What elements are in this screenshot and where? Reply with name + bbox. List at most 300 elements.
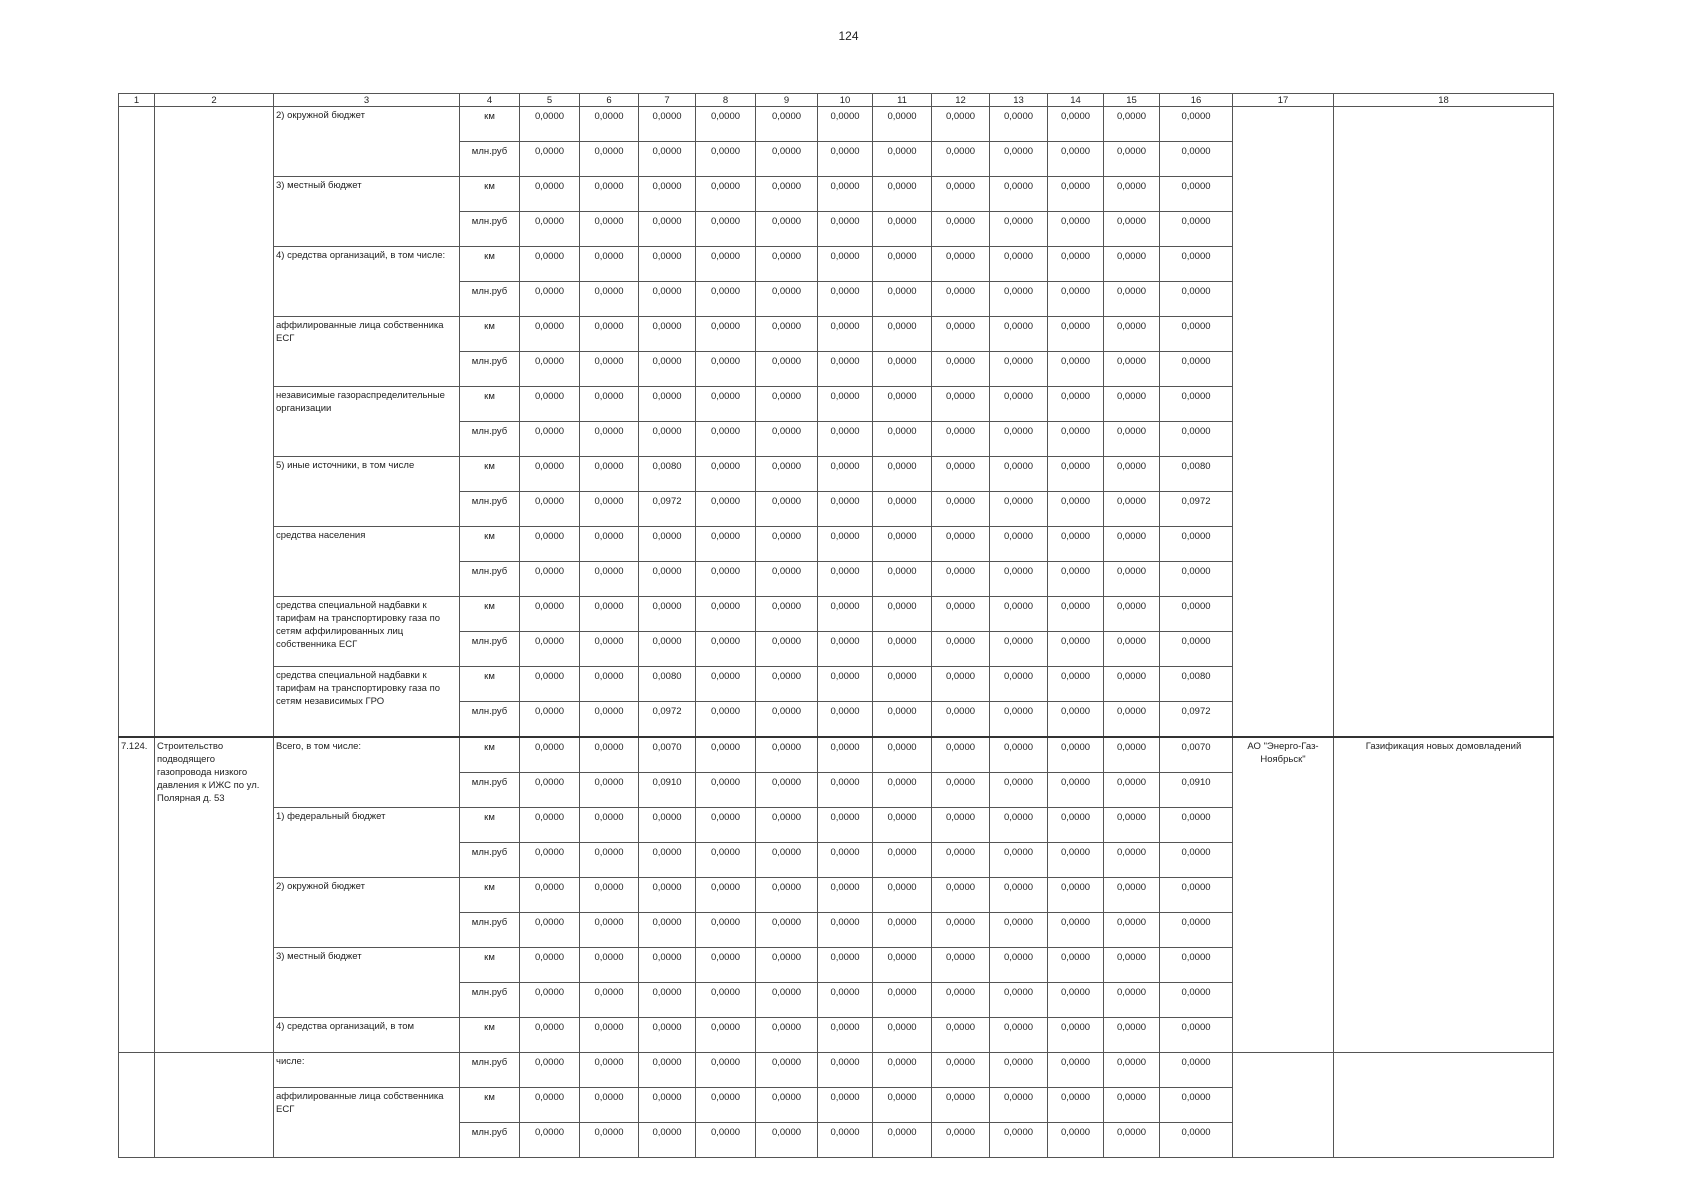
value-cell: 0,0000 xyxy=(756,1088,818,1123)
unit-cell: млн.руб xyxy=(460,212,520,247)
value-cell: 0,0000 xyxy=(1048,1123,1104,1158)
value-cell: 0,0000 xyxy=(932,142,990,177)
value-cell: 0,0000 xyxy=(756,247,818,282)
value-cell: 0,0000 xyxy=(932,913,990,948)
column-header-12: 12 xyxy=(932,94,990,107)
value-cell: 0,0000 xyxy=(756,948,818,983)
value-cell: 0,0000 xyxy=(990,773,1048,808)
value-cell: 0,0000 xyxy=(818,913,873,948)
value-cell: 0,0000 xyxy=(756,1053,818,1088)
value-cell: 0,0080 xyxy=(1160,667,1233,702)
value-cell: 0,0000 xyxy=(1160,317,1233,352)
organization-cell xyxy=(1233,107,1334,738)
item-number: 7.124. xyxy=(119,737,155,1053)
value-cell: 0,0000 xyxy=(1048,492,1104,527)
value-cell: 0,0000 xyxy=(639,107,696,142)
value-cell: 0,0000 xyxy=(696,1123,756,1158)
value-cell: 0,0000 xyxy=(932,1018,990,1053)
value-cell: 0,0000 xyxy=(756,737,818,773)
funding-source-label: 4) средства организаций, в том числе: xyxy=(274,247,460,317)
unit-cell: км xyxy=(460,667,520,702)
value-cell: 0,0000 xyxy=(990,282,1048,317)
value-cell: 0,0000 xyxy=(818,142,873,177)
value-cell: 0,0000 xyxy=(756,983,818,1018)
value-cell: 0,0000 xyxy=(990,1088,1048,1123)
value-cell: 0,0000 xyxy=(1048,808,1104,843)
value-cell: 0,0000 xyxy=(580,878,639,913)
value-cell: 0,0000 xyxy=(639,948,696,983)
value-cell: 0,0000 xyxy=(932,632,990,667)
value-cell: 0,0000 xyxy=(1160,1123,1233,1158)
value-cell: 0,0000 xyxy=(756,913,818,948)
value-cell: 0,0000 xyxy=(696,1018,756,1053)
column-header-17: 17 xyxy=(1233,94,1334,107)
value-cell: 0,0000 xyxy=(639,247,696,282)
value-cell: 0,0000 xyxy=(1048,282,1104,317)
value-cell: 0,0000 xyxy=(520,597,580,632)
value-cell: 0,0000 xyxy=(932,457,990,492)
value-cell: 0,0000 xyxy=(520,702,580,738)
column-header-14: 14 xyxy=(1048,94,1104,107)
value-cell: 0,0000 xyxy=(818,1123,873,1158)
value-cell: 0,0000 xyxy=(756,457,818,492)
funding-source-label: независимые газораспределительные организации xyxy=(274,387,460,457)
value-cell: 0,0000 xyxy=(932,983,990,1018)
unit-cell: км xyxy=(460,737,520,773)
value-cell: 0,0000 xyxy=(1104,1018,1160,1053)
value-cell: 0,0000 xyxy=(932,212,990,247)
value-cell: 0,0000 xyxy=(696,527,756,562)
value-cell: 0,0080 xyxy=(639,457,696,492)
value-cell: 0,0000 xyxy=(520,492,580,527)
value-cell: 0,0000 xyxy=(639,142,696,177)
value-cell: 0,0000 xyxy=(818,212,873,247)
unit-cell: млн.руб xyxy=(460,562,520,597)
value-cell: 0,0000 xyxy=(990,422,1048,457)
page-number: 124 xyxy=(838,29,859,43)
value-cell: 0,0000 xyxy=(580,212,639,247)
value-cell: 0,0000 xyxy=(873,632,932,667)
value-cell: 0,0000 xyxy=(580,808,639,843)
value-cell: 0,0000 xyxy=(873,212,932,247)
value-cell: 0,0000 xyxy=(1104,142,1160,177)
value-cell: 0,0000 xyxy=(873,737,932,773)
value-cell: 0,0000 xyxy=(873,983,932,1018)
value-cell: 0,0000 xyxy=(818,562,873,597)
value-cell: 0,0000 xyxy=(1104,808,1160,843)
value-cell: 0,0000 xyxy=(580,632,639,667)
value-cell: 0,0000 xyxy=(639,352,696,387)
value-cell: 0,0000 xyxy=(756,177,818,212)
value-cell: 0,0000 xyxy=(580,597,639,632)
table-row xyxy=(119,737,1554,773)
value-cell: 0,0000 xyxy=(932,247,990,282)
value-cell: 0,0000 xyxy=(873,1088,932,1123)
value-cell: 0,0000 xyxy=(873,247,932,282)
value-cell: 0,0000 xyxy=(580,843,639,878)
value-cell: 0,0000 xyxy=(932,1088,990,1123)
funding-source-label: 1) федеральный бюджет xyxy=(274,808,460,878)
value-cell: 0,0000 xyxy=(756,632,818,667)
value-cell: 0,0000 xyxy=(873,457,932,492)
value-cell: 0,0000 xyxy=(639,422,696,457)
value-cell: 0,0000 xyxy=(696,282,756,317)
value-cell: 0,0000 xyxy=(639,878,696,913)
value-cell: 0,0000 xyxy=(1048,422,1104,457)
column-header-18: 18 xyxy=(1334,94,1554,107)
funding-source-label: аффилированные лица собственника ЕСГ xyxy=(274,1088,460,1158)
value-cell: 0,0000 xyxy=(873,878,932,913)
unit-cell: млн.руб xyxy=(460,422,520,457)
value-cell: 0,0000 xyxy=(1048,878,1104,913)
value-cell: 0,0000 xyxy=(818,773,873,808)
unit-cell: км xyxy=(460,1088,520,1123)
value-cell: 0,0000 xyxy=(818,282,873,317)
value-cell: 0,0000 xyxy=(873,597,932,632)
value-cell: 0,0000 xyxy=(1048,1088,1104,1123)
column-header-16: 16 xyxy=(1160,94,1233,107)
value-cell: 0,0000 xyxy=(1048,177,1104,212)
value-cell: 0,0000 xyxy=(1048,107,1104,142)
item-name xyxy=(155,107,274,738)
value-cell: 0,0000 xyxy=(990,983,1048,1018)
value-cell: 0,0000 xyxy=(1104,492,1160,527)
value-cell: 0,0972 xyxy=(1160,492,1233,527)
value-cell: 0,0000 xyxy=(520,457,580,492)
value-cell: 0,0000 xyxy=(932,702,990,738)
value-cell: 0,0000 xyxy=(1104,457,1160,492)
funding-source-label: 3) местный бюджет xyxy=(274,948,460,1018)
value-cell: 0,0000 xyxy=(1048,843,1104,878)
value-cell: 0,0000 xyxy=(639,527,696,562)
value-cell: 0,0000 xyxy=(932,352,990,387)
funding-source-label: средства специальной надбавки к тарифам на транспортировку газа по сетям аффилированных лиц собственника ЕСГ xyxy=(274,597,460,667)
value-cell: 0,0000 xyxy=(580,457,639,492)
column-header-7: 7 xyxy=(639,94,696,107)
value-cell: 0,0000 xyxy=(990,562,1048,597)
value-cell: 0,0000 xyxy=(932,422,990,457)
organization-cell: АО "Энерго-Газ-Ноябрьск" xyxy=(1233,737,1334,1053)
purpose-cell xyxy=(1334,107,1554,738)
value-cell: 0,0000 xyxy=(520,983,580,1018)
value-cell: 0,0000 xyxy=(1048,737,1104,773)
value-cell: 0,0000 xyxy=(932,562,990,597)
value-cell: 0,0000 xyxy=(639,562,696,597)
unit-cell: км xyxy=(460,177,520,212)
value-cell: 0,0000 xyxy=(1160,983,1233,1018)
value-cell: 0,0000 xyxy=(1048,948,1104,983)
value-cell: 0,0000 xyxy=(520,667,580,702)
organization-cell xyxy=(1233,1053,1334,1158)
value-cell: 0,0000 xyxy=(1048,387,1104,422)
value-cell: 0,0000 xyxy=(639,1018,696,1053)
value-cell: 0,0000 xyxy=(1048,1018,1104,1053)
value-cell: 0,0000 xyxy=(1048,527,1104,562)
value-cell: 0,0000 xyxy=(1104,948,1160,983)
value-cell: 0,0000 xyxy=(696,492,756,527)
value-cell: 0,0000 xyxy=(932,317,990,352)
value-cell: 0,0000 xyxy=(520,913,580,948)
value-cell: 0,0000 xyxy=(1104,247,1160,282)
item-name: Строительство подводящего газопровода низкого давления к ИЖС по ул. Полярная д. 53 xyxy=(155,737,274,1053)
value-cell: 0,0000 xyxy=(696,983,756,1018)
value-cell: 0,0000 xyxy=(1048,352,1104,387)
unit-cell: млн.руб xyxy=(460,913,520,948)
funding-source-label: аффилированные лица собственника ЕСГ xyxy=(274,317,460,387)
value-cell: 0,0000 xyxy=(696,387,756,422)
purpose-cell: Газификация новых домовладений xyxy=(1334,737,1554,1053)
unit-cell: млн.руб xyxy=(460,1123,520,1158)
funding-source-label: 4) средства организаций, в том xyxy=(274,1018,460,1053)
value-cell: 0,0000 xyxy=(1160,212,1233,247)
value-cell: 0,0080 xyxy=(639,667,696,702)
value-cell: 0,0000 xyxy=(756,422,818,457)
value-cell: 0,0000 xyxy=(696,667,756,702)
value-cell: 0,0000 xyxy=(1048,667,1104,702)
value-cell: 0,0000 xyxy=(1160,282,1233,317)
value-cell: 0,0000 xyxy=(818,457,873,492)
value-cell: 0,0000 xyxy=(1104,422,1160,457)
column-header-1: 1 xyxy=(119,94,155,107)
value-cell: 0,0000 xyxy=(580,948,639,983)
value-cell: 0,0000 xyxy=(696,422,756,457)
value-cell: 0,0000 xyxy=(873,317,932,352)
investment-table xyxy=(118,93,1554,1158)
value-cell: 0,0000 xyxy=(1104,843,1160,878)
funding-source-label: средства специальной надбавки к тарифам на транспортировку газа по сетям независимых ГРО xyxy=(274,667,460,738)
value-cell: 0,0000 xyxy=(1048,562,1104,597)
value-cell: 0,0000 xyxy=(756,1123,818,1158)
value-cell: 0,0000 xyxy=(1104,737,1160,773)
value-cell: 0,0000 xyxy=(818,737,873,773)
unit-cell: км xyxy=(460,948,520,983)
unit-cell: млн.руб xyxy=(460,983,520,1018)
value-cell: 0,0000 xyxy=(818,527,873,562)
value-cell: 0,0000 xyxy=(520,1088,580,1123)
value-cell: 0,0000 xyxy=(1160,878,1233,913)
value-cell: 0,0000 xyxy=(1104,632,1160,667)
value-cell: 0,0000 xyxy=(756,142,818,177)
value-cell: 0,0000 xyxy=(580,1018,639,1053)
value-cell: 0,0000 xyxy=(696,913,756,948)
value-cell: 0,0000 xyxy=(520,1053,580,1088)
value-cell: 0,0000 xyxy=(639,1123,696,1158)
value-cell: 0,0000 xyxy=(696,177,756,212)
value-cell: 0,0000 xyxy=(873,843,932,878)
value-cell: 0,0000 xyxy=(873,282,932,317)
value-cell: 0,0000 xyxy=(639,843,696,878)
value-cell: 0,0000 xyxy=(818,597,873,632)
unit-cell: км xyxy=(460,878,520,913)
value-cell: 0,0000 xyxy=(639,597,696,632)
value-cell: 0,0000 xyxy=(1104,1053,1160,1088)
value-cell: 0,0000 xyxy=(580,317,639,352)
value-cell: 0,0000 xyxy=(580,282,639,317)
value-cell: 0,0000 xyxy=(1104,597,1160,632)
value-cell: 0,0000 xyxy=(696,878,756,913)
value-cell: 0,0000 xyxy=(639,387,696,422)
value-cell: 0,0000 xyxy=(580,983,639,1018)
value-cell: 0,0000 xyxy=(1160,632,1233,667)
value-cell: 0,0000 xyxy=(756,352,818,387)
value-cell: 0,0000 xyxy=(1160,1053,1233,1088)
funding-source-label: 2) окружной бюджет xyxy=(274,107,460,177)
value-cell: 0,0000 xyxy=(520,352,580,387)
value-cell: 0,0000 xyxy=(873,1053,932,1088)
value-cell: 0,0000 xyxy=(990,808,1048,843)
value-cell: 0,0000 xyxy=(756,527,818,562)
value-cell: 0,0000 xyxy=(990,702,1048,738)
value-cell: 0,0000 xyxy=(756,597,818,632)
value-cell: 0,0000 xyxy=(580,1088,639,1123)
value-cell: 0,0000 xyxy=(580,1053,639,1088)
value-cell: 0,0000 xyxy=(639,808,696,843)
value-cell: 0,0000 xyxy=(932,177,990,212)
value-cell: 0,0000 xyxy=(696,773,756,808)
value-cell: 0,0000 xyxy=(932,737,990,773)
value-cell: 0,0070 xyxy=(1160,737,1233,773)
value-cell: 0,0000 xyxy=(756,702,818,738)
value-cell: 0,0000 xyxy=(520,142,580,177)
value-cell: 0,0000 xyxy=(696,212,756,247)
value-cell: 0,0000 xyxy=(696,352,756,387)
column-header-9: 9 xyxy=(756,94,818,107)
value-cell: 0,0910 xyxy=(1160,773,1233,808)
value-cell: 0,0000 xyxy=(520,773,580,808)
value-cell: 0,0000 xyxy=(873,527,932,562)
value-cell: 0,0000 xyxy=(990,142,1048,177)
unit-cell: млн.руб xyxy=(460,142,520,177)
value-cell: 0,0000 xyxy=(639,1053,696,1088)
value-cell: 0,0000 xyxy=(1160,247,1233,282)
value-cell: 0,0000 xyxy=(873,913,932,948)
value-cell: 0,0000 xyxy=(932,948,990,983)
value-cell: 0,0000 xyxy=(1104,983,1160,1018)
value-cell: 0,0000 xyxy=(520,562,580,597)
value-cell: 0,0000 xyxy=(1104,878,1160,913)
value-cell: 0,0000 xyxy=(1048,142,1104,177)
value-cell: 0,0000 xyxy=(1104,913,1160,948)
value-cell: 0,0000 xyxy=(580,142,639,177)
value-cell: 0,0000 xyxy=(580,527,639,562)
value-cell: 0,0000 xyxy=(818,1053,873,1088)
item-number xyxy=(119,1053,155,1158)
unit-cell: млн.руб xyxy=(460,352,520,387)
value-cell: 0,0000 xyxy=(580,107,639,142)
value-cell: 0,0000 xyxy=(520,948,580,983)
value-cell: 0,0000 xyxy=(1104,1088,1160,1123)
value-cell: 0,0000 xyxy=(932,1123,990,1158)
value-cell: 0,0000 xyxy=(1048,247,1104,282)
value-cell: 0,0000 xyxy=(639,317,696,352)
value-cell: 0,0000 xyxy=(818,247,873,282)
value-cell: 0,0000 xyxy=(1104,527,1160,562)
value-cell: 0,0000 xyxy=(756,843,818,878)
value-cell: 0,0000 xyxy=(756,667,818,702)
value-cell: 0,0000 xyxy=(990,352,1048,387)
value-cell: 0,0000 xyxy=(932,597,990,632)
value-cell: 0,0000 xyxy=(1048,457,1104,492)
value-cell: 0,0000 xyxy=(1160,913,1233,948)
unit-cell: км xyxy=(460,457,520,492)
value-cell: 0,0000 xyxy=(932,843,990,878)
value-cell: 0,0000 xyxy=(818,843,873,878)
value-cell: 0,0000 xyxy=(818,1088,873,1123)
value-cell: 0,0000 xyxy=(639,983,696,1018)
value-cell: 0,0000 xyxy=(818,1018,873,1053)
value-cell: 0,0000 xyxy=(520,247,580,282)
value-cell: 0,0000 xyxy=(520,808,580,843)
value-cell: 0,0000 xyxy=(696,808,756,843)
value-cell: 0,0000 xyxy=(1160,843,1233,878)
value-cell: 0,0000 xyxy=(756,492,818,527)
value-cell: 0,0000 xyxy=(932,492,990,527)
value-cell: 0,0000 xyxy=(1104,1123,1160,1158)
value-cell: 0,0000 xyxy=(990,667,1048,702)
value-cell: 0,0000 xyxy=(873,422,932,457)
funding-source-label: числе: xyxy=(274,1053,460,1088)
value-cell: 0,0000 xyxy=(520,317,580,352)
value-cell: 0,0000 xyxy=(696,1053,756,1088)
value-cell: 0,0000 xyxy=(756,387,818,422)
value-cell: 0,0000 xyxy=(873,562,932,597)
value-cell: 0,0000 xyxy=(990,527,1048,562)
value-cell: 0,0000 xyxy=(580,913,639,948)
value-cell: 0,0000 xyxy=(639,282,696,317)
value-cell: 0,0000 xyxy=(818,702,873,738)
value-cell: 0,0000 xyxy=(520,737,580,773)
value-cell: 0,0000 xyxy=(580,773,639,808)
unit-cell: млн.руб xyxy=(460,1053,520,1088)
value-cell: 0,0000 xyxy=(1160,352,1233,387)
value-cell: 0,0000 xyxy=(873,352,932,387)
value-cell: 0,0000 xyxy=(873,1123,932,1158)
funding-source-label: 3) местный бюджет xyxy=(274,177,460,247)
value-cell: 0,0000 xyxy=(580,667,639,702)
unit-cell: млн.руб xyxy=(460,632,520,667)
value-cell: 0,0000 xyxy=(580,492,639,527)
value-cell: 0,0000 xyxy=(1104,352,1160,387)
value-cell: 0,0000 xyxy=(818,317,873,352)
value-cell: 0,0000 xyxy=(756,773,818,808)
funding-source-label: средства населения xyxy=(274,527,460,597)
value-cell: 0,0000 xyxy=(756,808,818,843)
value-cell: 0,0000 xyxy=(818,878,873,913)
value-cell: 0,0000 xyxy=(873,1018,932,1053)
value-cell: 0,0000 xyxy=(1048,702,1104,738)
value-cell: 0,0000 xyxy=(873,948,932,983)
value-cell: 0,0000 xyxy=(818,177,873,212)
funding-source-label: Всего, в том числе: xyxy=(274,737,460,808)
value-cell: 0,0000 xyxy=(580,177,639,212)
value-cell: 0,0972 xyxy=(639,702,696,738)
value-cell: 0,0000 xyxy=(696,562,756,597)
value-cell: 0,0000 xyxy=(580,1123,639,1158)
value-cell: 0,0000 xyxy=(639,913,696,948)
funding-source-label: 5) иные источники, в том числе xyxy=(274,457,460,527)
value-cell: 0,0000 xyxy=(1104,387,1160,422)
value-cell: 0,0000 xyxy=(990,247,1048,282)
value-cell: 0,0000 xyxy=(1104,702,1160,738)
value-cell: 0,0000 xyxy=(818,387,873,422)
value-cell: 0,0000 xyxy=(696,142,756,177)
value-cell: 0,0000 xyxy=(696,247,756,282)
value-cell: 0,0000 xyxy=(1104,282,1160,317)
value-cell: 0,0000 xyxy=(990,387,1048,422)
column-header-10: 10 xyxy=(818,94,873,107)
value-cell: 0,0000 xyxy=(580,737,639,773)
value-cell: 0,0000 xyxy=(932,808,990,843)
